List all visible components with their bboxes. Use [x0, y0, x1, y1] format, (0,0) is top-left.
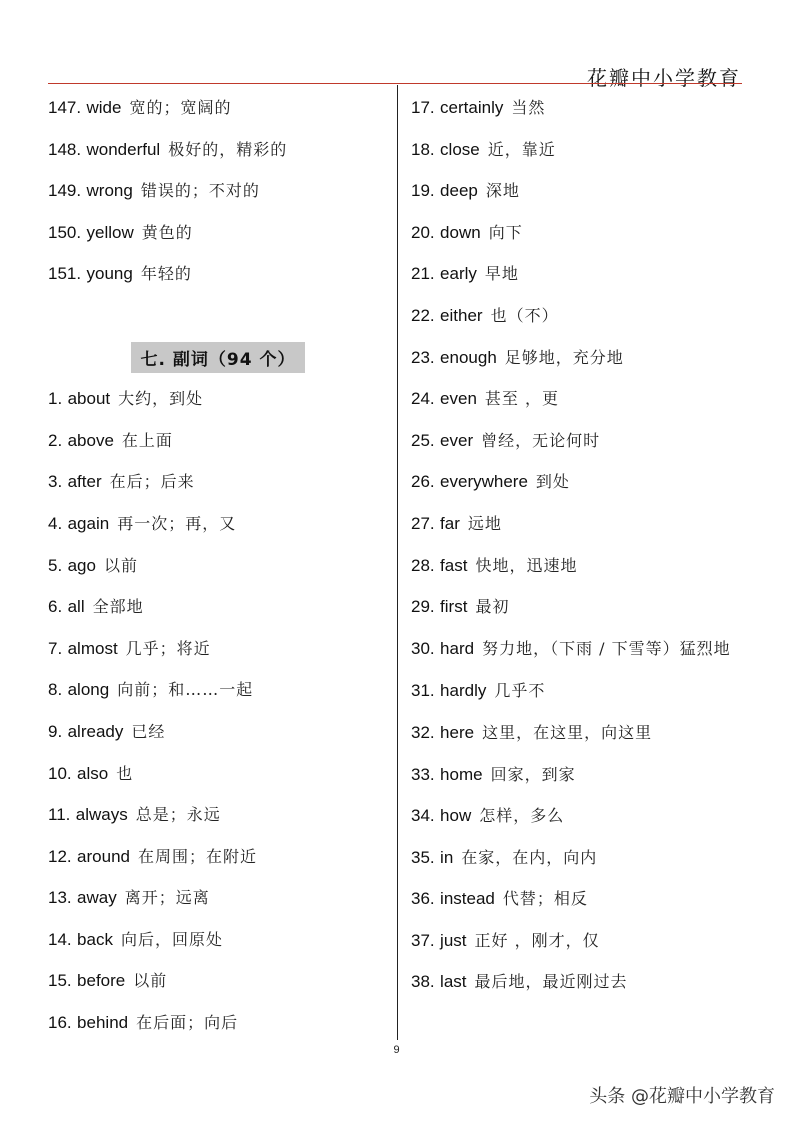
vocab-entry	[411, 961, 751, 1003]
entry-word: around	[77, 846, 130, 866]
header-title: 花瓣中小学教育	[587, 66, 741, 90]
column-divider	[397, 85, 398, 1040]
vocab-entry	[48, 711, 388, 753]
vocab-entry	[411, 378, 751, 420]
entry-word: far	[440, 513, 460, 533]
entry-word: last	[440, 972, 467, 992]
left-entries-bottom	[48, 378, 388, 1044]
entry-meaning: 几乎；将近	[125, 638, 211, 658]
vocab-entry	[411, 170, 751, 212]
entry-number: 10.	[48, 763, 72, 783]
entry-number: 24.	[411, 389, 435, 409]
vocab-entry	[48, 586, 388, 628]
right-column	[411, 87, 751, 1003]
entry-word: again	[67, 513, 110, 533]
entry-word: just	[440, 930, 467, 950]
entry-word: all	[67, 597, 85, 617]
vocab-entry	[411, 754, 751, 796]
entry-meaning: 代替；相反	[502, 889, 588, 909]
entry-meaning: 回家，到家	[490, 764, 576, 784]
vocab-entry	[48, 1002, 388, 1044]
entry-word: yellow	[86, 222, 134, 242]
entry-number: 8.	[48, 680, 63, 700]
entry-word: away	[77, 888, 117, 908]
entry-word: wide	[86, 98, 122, 117]
entry-meaning: 向后，回原处	[120, 929, 223, 949]
entry-number: 13.	[48, 888, 72, 908]
vocab-entry	[411, 87, 751, 129]
entry-word: young	[86, 264, 133, 284]
entry-word: already	[67, 721, 124, 741]
entry-number: 17.	[411, 98, 435, 117]
entry-word: behind	[77, 1013, 129, 1033]
entry-meaning: 也	[116, 763, 134, 783]
entry-number: 150.	[48, 222, 82, 242]
entry-word: hard	[440, 638, 475, 658]
entry-meaning: 也（不）	[490, 305, 559, 325]
entry-word: before	[77, 971, 126, 991]
entry-number: 15.	[48, 971, 72, 991]
entry-meaning: 年轻的	[140, 264, 192, 284]
entry-word: even	[440, 389, 477, 409]
vocab-entry	[48, 669, 388, 711]
vocab-entry	[48, 170, 388, 212]
entry-word: about	[67, 389, 111, 409]
entry-number: 148.	[48, 139, 82, 159]
entry-number: 16.	[48, 1013, 72, 1033]
vocab-entry	[411, 670, 751, 712]
entry-number: 12.	[48, 846, 72, 866]
vocab-entry	[48, 794, 388, 836]
entry-number: 4.	[48, 513, 63, 533]
entry-word: first	[440, 597, 468, 617]
entry-meaning: 极好的，精彩的	[168, 139, 288, 159]
entry-meaning: 最初	[475, 597, 510, 617]
entry-number: 6.	[48, 597, 63, 617]
vocab-entry	[411, 837, 751, 879]
entry-word: certainly	[440, 98, 504, 117]
header-rule	[48, 83, 742, 84]
vocab-entry	[48, 877, 388, 919]
entry-meaning: 在周围；在附近	[137, 846, 257, 866]
entry-word: also	[77, 763, 109, 783]
entry-number: 25.	[411, 430, 435, 450]
entry-meaning: 几乎不	[494, 681, 546, 701]
entry-meaning: 总是；永远	[135, 805, 221, 825]
vocab-entry	[48, 129, 388, 171]
vocab-entry	[411, 295, 751, 337]
vocab-entry	[411, 628, 751, 671]
vocab-entry	[411, 795, 751, 837]
entry-number: 1.	[48, 389, 63, 409]
entry-meaning: 错误的；不对的	[140, 181, 260, 201]
entry-meaning: 早地	[484, 264, 519, 284]
entry-meaning: 远地	[467, 513, 502, 533]
entry-number: 147.	[48, 98, 82, 117]
vocab-entry	[48, 461, 388, 503]
vocab-entry	[48, 545, 388, 587]
entry-meaning: 全部地	[92, 597, 144, 617]
entry-word: instead	[440, 889, 495, 909]
entry-number: 5.	[48, 555, 63, 575]
entry-number: 28.	[411, 555, 435, 575]
entry-meaning: 近，靠近	[487, 139, 556, 159]
entry-meaning: 向下	[488, 222, 523, 242]
entry-number: 30.	[411, 638, 435, 658]
entry-word: always	[75, 805, 128, 825]
vocab-entry	[48, 87, 388, 129]
entry-word: after	[67, 472, 102, 492]
entry-word: here	[440, 722, 475, 742]
entry-number: 151.	[48, 264, 82, 284]
entry-meaning: 怎样，多么	[479, 806, 565, 826]
entry-meaning: 大约，到处	[118, 389, 204, 409]
entry-number: 14.	[48, 929, 72, 949]
entry-meaning: 离开；远离	[124, 888, 210, 908]
entry-meaning: 当然	[511, 98, 546, 117]
entry-meaning: 以前	[133, 971, 168, 991]
entry-word: how	[440, 806, 472, 826]
vocab-entry	[48, 628, 388, 670]
entry-word: enough	[440, 347, 497, 367]
entry-word: early	[440, 264, 477, 284]
entry-word: everywhere	[440, 472, 528, 492]
vocab-entry	[48, 836, 388, 878]
entry-meaning: 这里，在这里，向这里	[482, 722, 653, 742]
vocab-entry	[411, 586, 751, 628]
entry-number: 27.	[411, 513, 435, 533]
entry-meaning: 正好 ，刚才，仅	[474, 930, 600, 950]
vocab-entry	[48, 420, 388, 462]
left-column	[48, 87, 388, 1044]
vocab-entry	[411, 712, 751, 754]
entry-meaning: 宽的；宽阔的	[129, 98, 232, 117]
entry-word: back	[77, 929, 113, 949]
entry-word: hardly	[440, 681, 487, 701]
entry-word: close	[440, 139, 480, 159]
entry-number: 31.	[411, 681, 435, 701]
entry-meaning: 足够地，充分地	[504, 347, 624, 367]
entry-number: 149.	[48, 181, 82, 201]
entry-word: wrong	[86, 181, 133, 201]
entry-meaning: 快地，迅速地	[475, 555, 578, 575]
entry-number: 22.	[411, 305, 435, 325]
entry-meaning: 向前；和……一起	[117, 680, 254, 700]
entry-word: deep	[440, 181, 478, 201]
entry-number: 23.	[411, 347, 435, 367]
entry-number: 18.	[411, 139, 435, 159]
vocab-entry	[411, 129, 751, 171]
entry-word: above	[67, 430, 114, 450]
entry-number: 35.	[411, 847, 435, 867]
entry-word: home	[440, 764, 483, 784]
entry-number: 33.	[411, 764, 435, 784]
entry-number: 20.	[411, 222, 435, 242]
entry-meaning: 再一次；再，又	[117, 513, 237, 533]
vocab-entry	[48, 753, 388, 795]
vocab-entry	[48, 960, 388, 1002]
entry-meaning: 在后；后来	[109, 472, 195, 492]
entry-number: 32.	[411, 722, 435, 742]
vocab-entry	[48, 919, 388, 961]
entry-number: 2.	[48, 430, 63, 450]
entry-word: along	[67, 680, 110, 700]
watermark: 头条 @花瓣中小学教育	[589, 1086, 775, 1107]
vocab-entry	[48, 378, 388, 420]
left-entries-top	[48, 87, 388, 295]
entry-meaning: 到处	[535, 472, 570, 492]
vocab-entry	[48, 212, 388, 254]
entry-number: 11.	[48, 805, 71, 825]
vocab-entry	[411, 503, 751, 545]
entry-number: 21.	[411, 264, 435, 284]
entry-number: 38.	[411, 972, 435, 992]
vocab-entry	[48, 253, 388, 295]
entry-word: down	[440, 222, 481, 242]
page-number: 9	[393, 1044, 400, 1056]
entry-number: 36.	[411, 889, 435, 909]
entry-meaning: 深地	[485, 181, 520, 201]
section-gap	[48, 295, 388, 337]
entry-number: 3.	[48, 472, 63, 492]
entry-word: almost	[67, 638, 118, 658]
entry-word: either	[440, 305, 483, 325]
entry-word: wonderful	[86, 139, 161, 159]
section-heading-label: 七. 副词（94 个）	[131, 342, 306, 373]
entry-meaning: 在家，在内，向内	[461, 847, 598, 867]
entry-meaning: 在后面；向后	[136, 1013, 239, 1033]
entry-number: 26.	[411, 472, 435, 492]
vocab-entry	[411, 253, 751, 295]
entry-number: 19.	[411, 181, 435, 201]
vocab-entry	[411, 545, 751, 587]
vocab-entry	[411, 337, 751, 379]
entry-number: 34.	[411, 806, 435, 826]
vocab-entry	[411, 461, 751, 503]
entry-meaning: 最后地，最近刚过去	[474, 972, 628, 992]
entry-word: fast	[440, 555, 468, 575]
section-heading	[48, 337, 388, 379]
vocab-entry	[411, 920, 751, 962]
entry-number: 9.	[48, 721, 63, 741]
entry-meaning: 甚至 ，更	[484, 389, 560, 409]
entry-meaning: 曾经，无论何时	[481, 430, 601, 450]
entry-number: 37.	[411, 930, 435, 950]
entry-number: 7.	[48, 638, 63, 658]
entry-meaning: 努力地，（下雨 / 下雪等）猛烈地	[482, 638, 731, 658]
entry-word: ago	[67, 555, 96, 575]
entry-meaning: 以前	[103, 555, 138, 575]
vocab-entry	[48, 503, 388, 545]
entry-word: in	[440, 847, 454, 867]
entry-meaning: 在上面	[121, 430, 173, 450]
vocab-entry	[411, 212, 751, 254]
vocab-entry	[411, 420, 751, 462]
right-entries	[411, 87, 751, 1003]
entry-word: ever	[440, 430, 474, 450]
entry-number: 29.	[411, 597, 435, 617]
vocab-entry	[411, 878, 751, 920]
entry-meaning: 已经	[131, 721, 166, 741]
entry-meaning: 黄色的	[141, 222, 193, 242]
